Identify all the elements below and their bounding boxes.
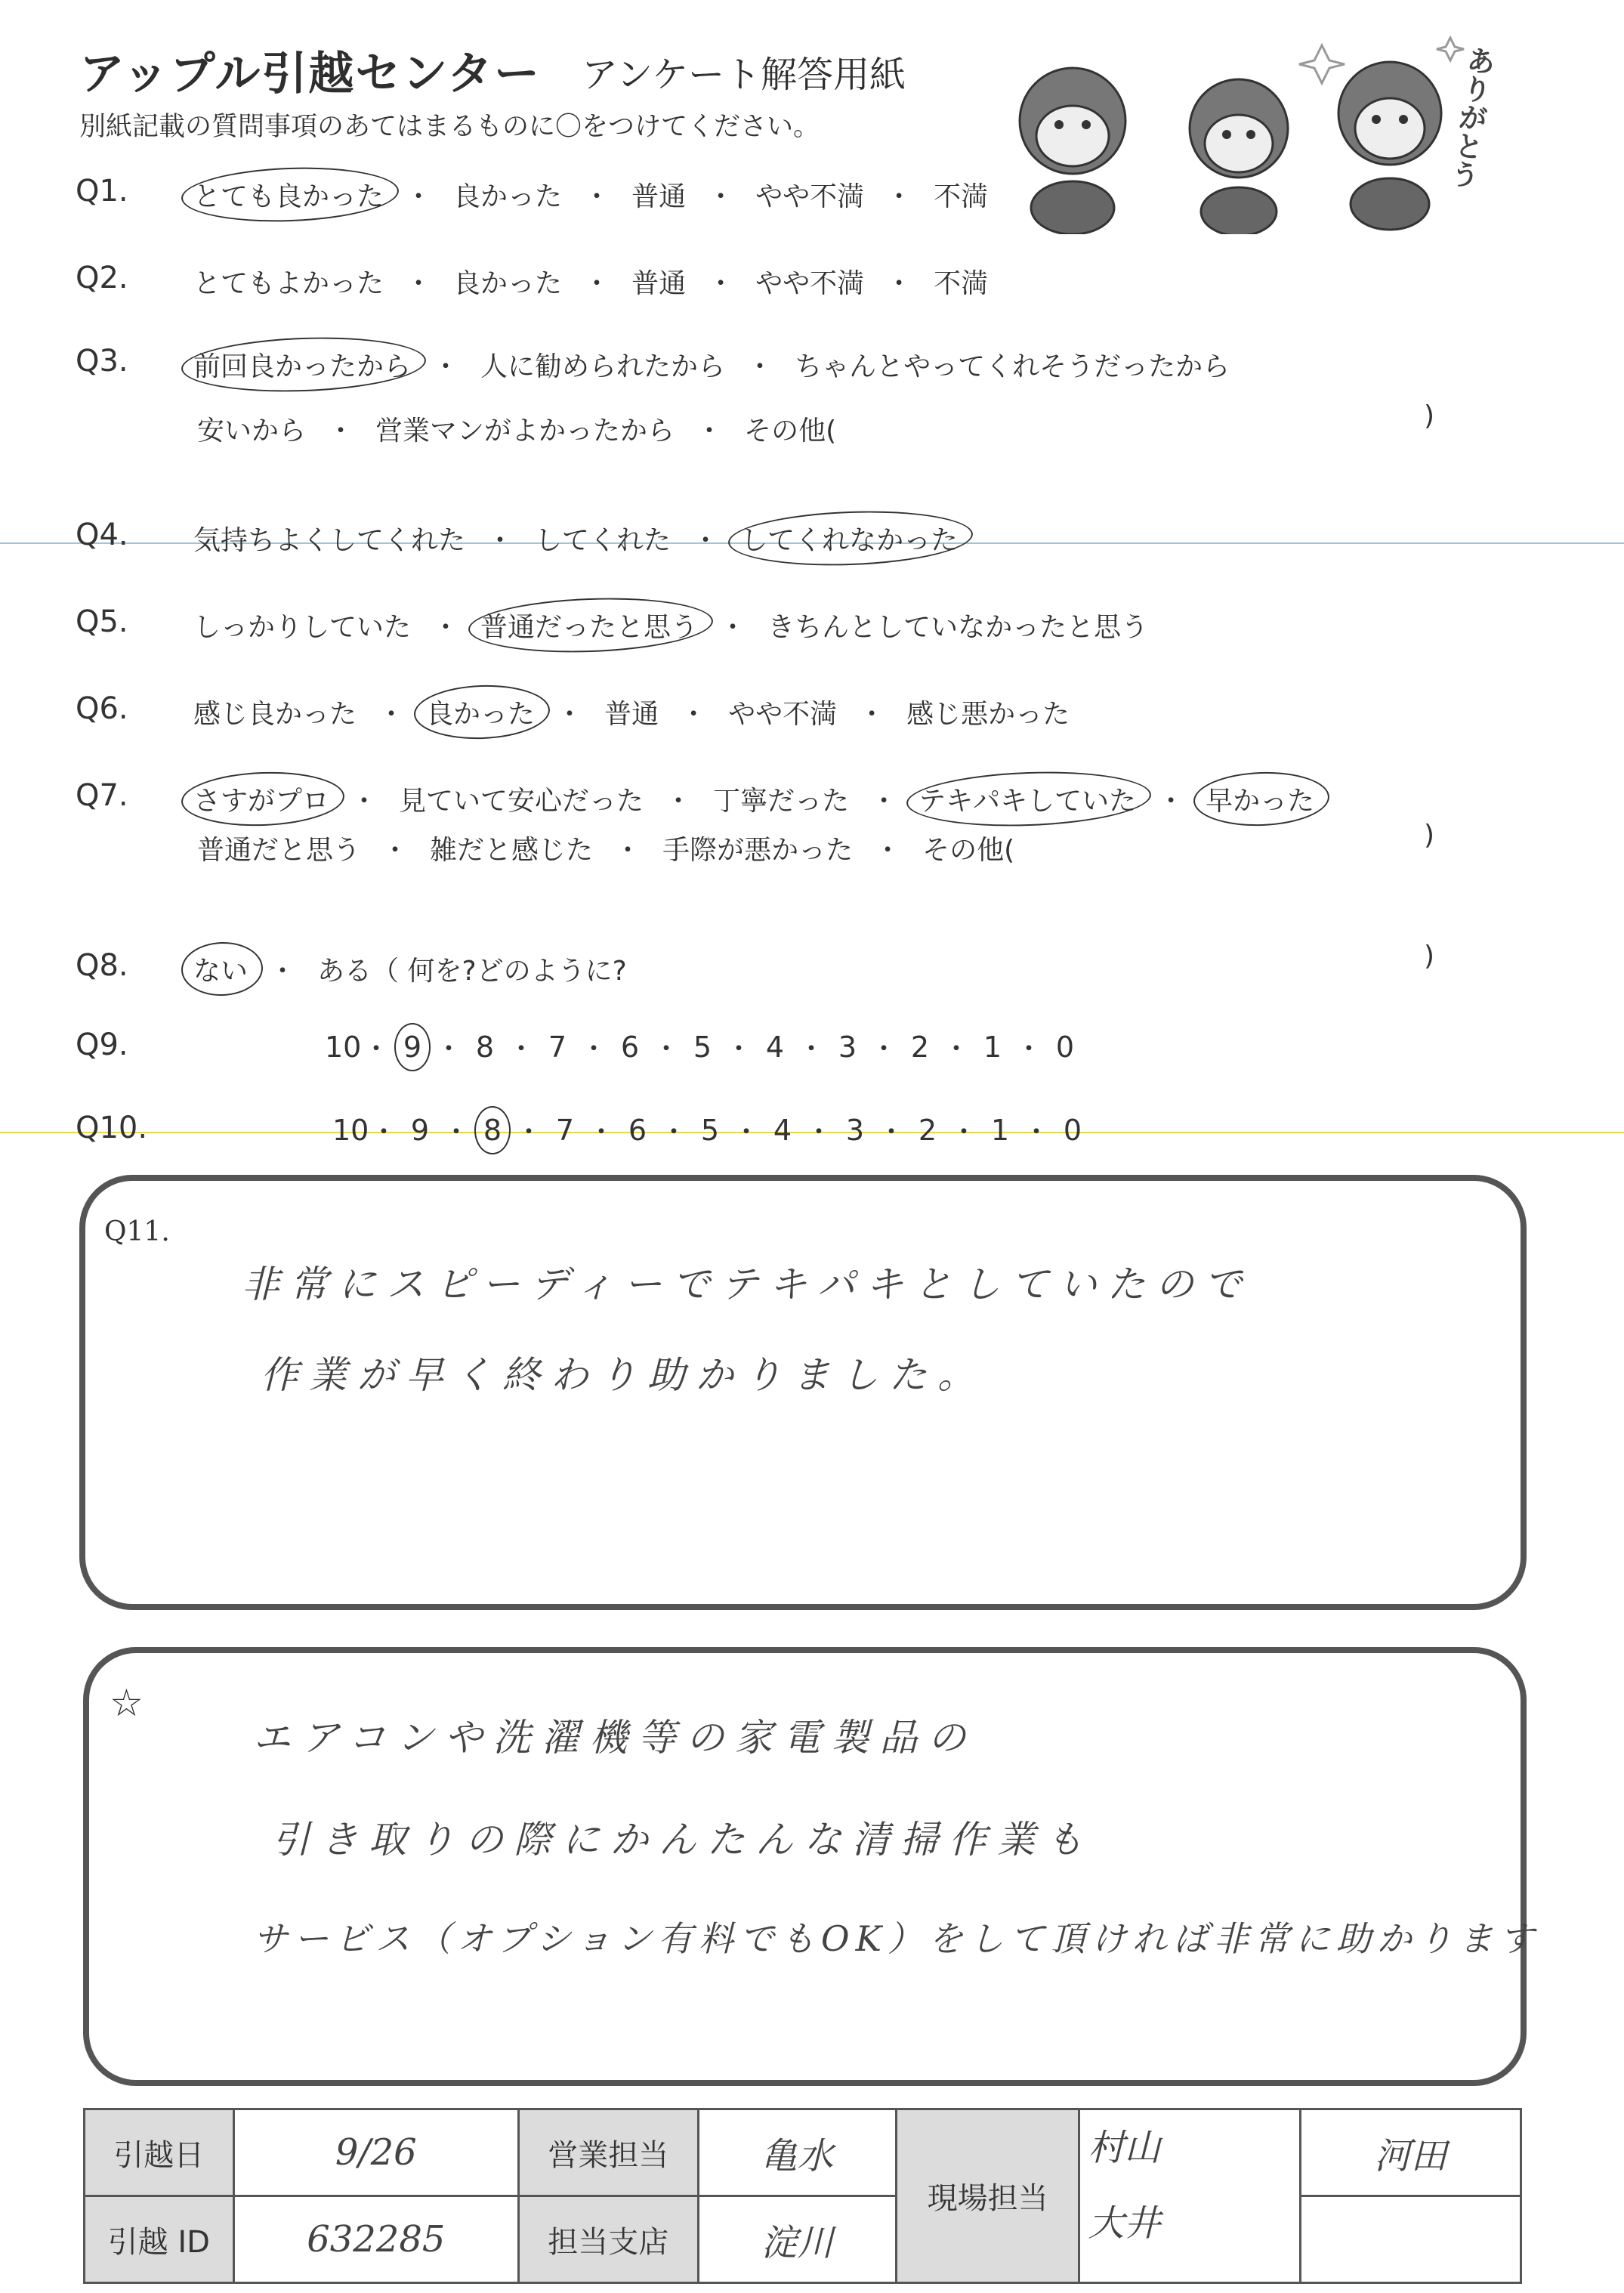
separator: ・ — [652, 1034, 680, 1065]
answer-option[interactable]: やや不満 — [755, 181, 865, 212]
rating-option[interactable]: 2 — [918, 1113, 937, 1147]
rating-option[interactable]: 3 — [845, 1113, 865, 1147]
option-list — [189, 261, 993, 302]
instruction-text: 別紙記載の質問事項のあてはまるものに〇をつけてください。 — [79, 112, 820, 142]
answer-option[interactable]: 感じ悪かった — [906, 699, 1070, 730]
answer-option[interactable]: 安いから — [197, 416, 307, 447]
rating-scale — [325, 1028, 1080, 1066]
site-staff-name: 大井 — [1088, 2202, 1161, 2245]
separator: ・ — [434, 1034, 462, 1065]
branch-value: 淀川 — [698, 2196, 896, 2283]
separator: ・ — [707, 181, 735, 212]
option-list — [189, 691, 1074, 733]
form-subtitle: アンケート解答用紙 — [582, 54, 906, 96]
answer-option[interactable]: とても良かった — [189, 174, 388, 215]
answer-option[interactable]: 良かった — [453, 181, 563, 212]
answer-option[interactable]: 早かった — [1201, 778, 1319, 820]
move-date-label: 引越日 — [85, 2109, 234, 2196]
separator: ・ — [614, 835, 642, 866]
separator: ・ — [405, 268, 433, 299]
rating-option[interactable]: 0 — [1055, 1030, 1075, 1064]
answer-option[interactable]: 感じ良かった — [193, 699, 357, 730]
answer-option[interactable]: ちゃんとやってくれそうだったから — [795, 351, 1230, 382]
option-list — [189, 174, 993, 215]
separator: ・ — [858, 699, 886, 730]
separator: ・ — [732, 1117, 760, 1148]
question-label: Q3. — [76, 344, 128, 379]
rating-option[interactable]: 4 — [765, 1030, 785, 1064]
answer-option[interactable]: とてもよかった — [193, 268, 384, 299]
rating-option[interactable]: 7 — [548, 1030, 567, 1064]
separator: ・ — [1157, 786, 1185, 817]
handwritten-line: 非常にスピーディーでテキパキとしていたので — [242, 1262, 1252, 1306]
separator: ・ — [696, 416, 724, 447]
separator: ・ — [869, 1034, 897, 1065]
question-label: Q4. — [76, 518, 128, 552]
separator: ・ — [724, 1034, 752, 1065]
answer-option[interactable]: やや不満 — [728, 699, 838, 730]
rating-option[interactable]: 10 — [332, 1113, 369, 1147]
separator: ・ — [381, 835, 409, 866]
separator: ・ — [746, 351, 774, 382]
close-paren: ) — [1424, 400, 1435, 431]
separator: ・ — [514, 1117, 542, 1148]
answer-option[interactable]: ある（ 何を?どのように? — [317, 956, 627, 987]
site-staff-name: 河田 — [1300, 2109, 1521, 2196]
site-staff-label: 現場担当 — [896, 2109, 1079, 2283]
answer-option[interactable]: 前回良かったから — [189, 344, 415, 385]
answer-option[interactable]: 手際が悪かった — [662, 835, 854, 866]
rating-option[interactable]: 7 — [555, 1113, 575, 1147]
answer-option[interactable]: その他( — [922, 835, 1015, 866]
answer-option[interactable]: 気持ちよくしてくれた — [193, 525, 466, 556]
footer-info-table — [83, 2108, 1522, 2284]
question-label: Q7. — [76, 778, 128, 813]
answer-option[interactable]: 不満 — [934, 268, 989, 299]
option-list — [189, 344, 1234, 385]
handwritten-line: 引き取りの際にかんたんな清掃作業も — [272, 1818, 1094, 1862]
question-label: Q2. — [76, 261, 128, 295]
answer-option[interactable]: 普通 — [604, 699, 659, 730]
handwritten-line: 作業が早く終わり助かりました。 — [261, 1353, 986, 1397]
answer-option[interactable]: テキパキしていた — [914, 778, 1141, 820]
close-paren: ) — [1424, 941, 1435, 972]
answer-option[interactable]: 営業マンがよかったから — [375, 416, 675, 447]
question-label: Q9. — [76, 1028, 128, 1062]
answer-option[interactable]: 普通だと思う — [197, 835, 361, 866]
answer-option[interactable]: やや不満 — [755, 268, 865, 299]
separator: ・ — [707, 268, 735, 299]
answer-option[interactable]: 見ていて安心だった — [399, 786, 644, 817]
separator: ・ — [949, 1117, 977, 1148]
separator: ・ — [432, 612, 460, 643]
separator: ・ — [350, 786, 378, 817]
answer-option[interactable]: 不満 — [934, 181, 989, 212]
rating-option[interactable]: 1 — [983, 1030, 1002, 1064]
separator: ・ — [378, 699, 406, 730]
rating-option[interactable]: 2 — [910, 1030, 930, 1064]
answer-option[interactable]: してくれなかった — [736, 518, 962, 559]
rating-option[interactable]: 10 — [325, 1030, 362, 1064]
rating-option[interactable]: 8 — [477, 1114, 508, 1147]
separator: ・ — [1014, 1034, 1042, 1065]
rating-option[interactable]: 4 — [773, 1113, 792, 1147]
separator: ・ — [405, 181, 433, 212]
answer-option[interactable]: 良かった — [421, 691, 539, 733]
answer-option[interactable]: 普通 — [631, 268, 687, 299]
separator: ・ — [797, 1034, 825, 1065]
separator: ・ — [587, 1117, 615, 1148]
answer-option[interactable]: 雑だと感じた — [430, 835, 594, 866]
move-id-label: 引越 ID — [85, 2196, 234, 2283]
answer-option[interactable]: さすがプロ — [189, 778, 334, 820]
rating-option[interactable]: 5 — [700, 1113, 720, 1147]
thanks-text: ありがとう — [1443, 43, 1498, 191]
separator: ・ — [665, 786, 693, 817]
company-title: アップル引越センター — [79, 48, 541, 100]
move-id-value: 632285 — [233, 2196, 518, 2283]
answer-option[interactable]: その他( — [744, 416, 837, 447]
star-label: ☆ — [110, 1681, 144, 1725]
q11-label: Q11. — [104, 1216, 170, 1247]
separator: ・ — [885, 268, 913, 299]
site-staff-name: 村山 — [1088, 2127, 1161, 2169]
answer-option[interactable]: 人に勧められたから — [480, 351, 726, 382]
move-date-value: 9/26 — [233, 2109, 518, 2196]
rating-option[interactable]: 8 — [475, 1030, 495, 1064]
answer-option[interactable]: しっかりしていた — [193, 612, 412, 643]
option-list — [189, 948, 631, 990]
monkey-mascots-illustration — [990, 30, 1473, 234]
separator: ・ — [692, 525, 720, 556]
separator: ・ — [680, 699, 708, 730]
question-label: Q8. — [76, 948, 128, 983]
separator: ・ — [583, 268, 611, 299]
option-list — [189, 778, 1319, 820]
question-label: Q5. — [76, 604, 128, 639]
separator: ・ — [583, 181, 611, 212]
option-list — [189, 604, 1153, 646]
rating-option[interactable]: 6 — [620, 1030, 640, 1064]
separator: ・ — [442, 1117, 470, 1148]
option-list — [189, 518, 962, 559]
option-list — [193, 827, 1019, 869]
question-label: Q10. — [76, 1111, 148, 1145]
separator: ・ — [870, 786, 898, 817]
question-label: Q6. — [76, 691, 128, 726]
rating-option[interactable]: 9 — [410, 1113, 430, 1147]
answer-option[interactable]: 丁寧だった — [713, 786, 850, 817]
separator: ・ — [885, 181, 913, 212]
question-label: Q1. — [76, 174, 128, 209]
separator: ・ — [507, 1034, 535, 1065]
separator: ・ — [362, 1034, 390, 1065]
rating-option[interactable]: 9 — [397, 1031, 428, 1064]
branch-label: 担当支店 — [519, 2196, 698, 2283]
answer-option[interactable]: 良かった — [453, 268, 563, 299]
rating-option[interactable]: 3 — [838, 1030, 857, 1064]
separator: ・ — [579, 1034, 607, 1065]
empty-cell — [1300, 2196, 1521, 2283]
separator: ・ — [269, 956, 297, 987]
answer-option[interactable]: ない — [189, 948, 252, 990]
separator: ・ — [877, 1117, 905, 1148]
option-list — [193, 408, 841, 450]
answer-option[interactable]: 普通 — [631, 181, 687, 212]
separator: ・ — [719, 612, 747, 643]
separator: ・ — [432, 351, 460, 382]
answer-option[interactable]: 普通だったと思う — [476, 604, 702, 646]
rating-option[interactable]: 1 — [990, 1113, 1010, 1147]
rating-option[interactable]: 0 — [1063, 1113, 1082, 1147]
rating-scale — [332, 1111, 1088, 1149]
separator: ・ — [659, 1117, 687, 1148]
separator: ・ — [942, 1034, 970, 1065]
handwritten-line: サービス（オプション有料でもOK）をして頂ければ非常に助かります — [253, 1918, 1540, 1959]
separator: ・ — [486, 525, 514, 556]
rating-option[interactable]: 6 — [628, 1113, 647, 1147]
separator: ・ — [556, 699, 584, 730]
sales-value: 亀水 — [698, 2109, 896, 2196]
separator: ・ — [369, 1117, 397, 1148]
site-staff-cell — [1079, 2109, 1300, 2283]
separator: ・ — [1022, 1117, 1050, 1148]
close-paren: ) — [1424, 820, 1435, 851]
separator: ・ — [327, 416, 355, 447]
separator: ・ — [874, 835, 902, 866]
answer-option[interactable]: してくれた — [535, 525, 672, 556]
rating-option[interactable]: 5 — [693, 1030, 712, 1064]
handwritten-line: エアコンや洗濯機等の家電製品の — [253, 1716, 977, 1760]
answer-option[interactable]: きちんとしていなかったと思う — [767, 612, 1149, 643]
sales-label: 営業担当 — [519, 2109, 698, 2196]
separator: ・ — [804, 1117, 832, 1148]
